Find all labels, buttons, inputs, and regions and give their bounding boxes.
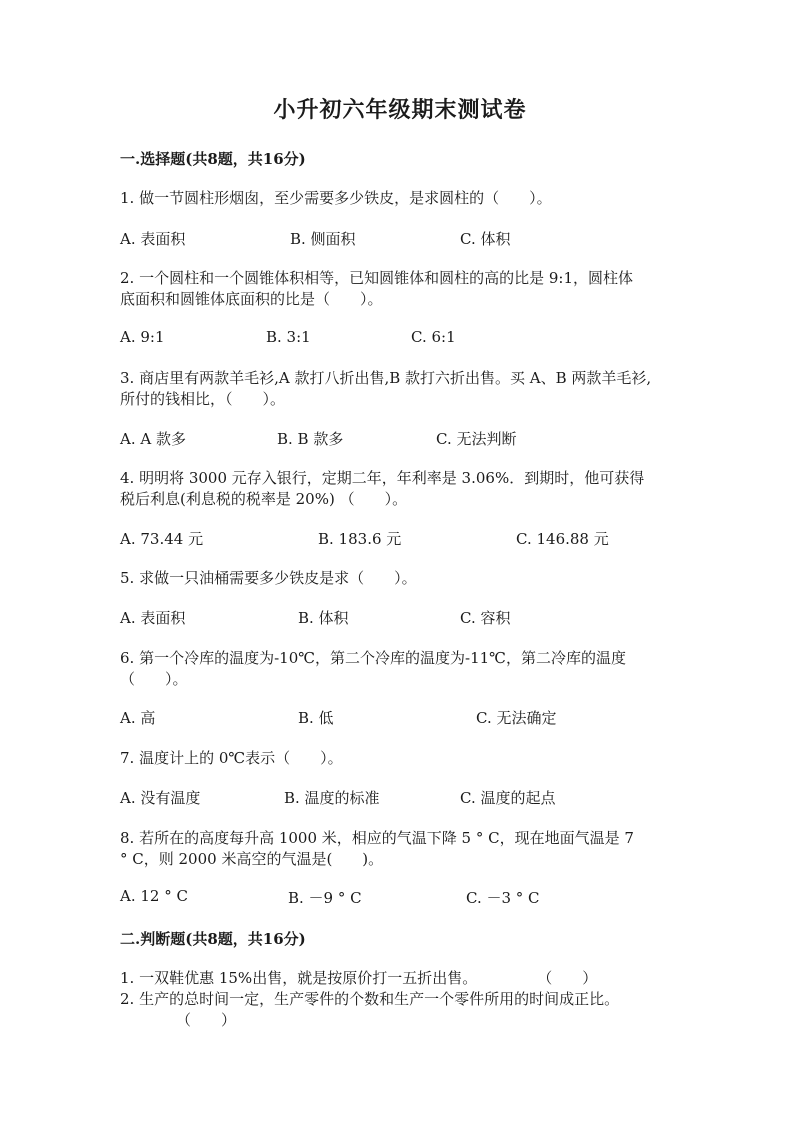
judgment-item-2: 2. 生产的总时间一定，生产零件的个数和生产一个零件所用的时间成正比。 (120, 990, 620, 1008)
question-2-option-b: B. 3:1 (266, 328, 311, 346)
question-6-text-line-1: 6. 第一个冷库的温度为-10℃，第二个冷库的温度为-11℃，第二冷库的温度 (120, 649, 626, 667)
section-heading-choice: 一.选择题(共8题，共16分) (120, 150, 306, 168)
question-5-option-b: B. 体积 (298, 609, 349, 627)
question-3-option-c: C. 无法判断 (436, 430, 517, 448)
question-3-text-line-2: 所付的钱相比，（ ）。 (120, 390, 286, 408)
question-6-text-line-2: （ ）。 (120, 670, 188, 688)
question-3-option-b: B. B 款多 (277, 430, 344, 448)
question-1-option-b: B. 侧面积 (290, 230, 356, 248)
question-2-option-c: C. 6:1 (411, 328, 456, 346)
question-4-option-c: C. 146.88 元 (516, 530, 609, 548)
question-3-text-line-1: 3. 商店里有两款羊毛衫,A 款打八折出售,B 款打六折出售。买 A、B 两款羊毛衫, (120, 369, 652, 387)
judgment-item-2-answer-blank: （ ） (176, 1011, 237, 1029)
question-8-option-a: A. 12 ° C (120, 887, 188, 905)
question-3-option-a: A. A 款多 (120, 430, 186, 448)
question-1-option-a: A. 表面积 (120, 230, 186, 248)
question-4-option-b: B. 183.6 元 (318, 530, 402, 548)
question-5-option-c: C. 容积 (460, 609, 511, 627)
question-8-option-b: B. －9 ° C (288, 889, 362, 907)
question-8-text-line-1: 8. 若所在的高度每升高 1000 米，相应的气温下降 5 ° C，现在地面气温是 7 (120, 829, 634, 847)
question-5-text: 5. 求做一只油桶需要多少铁皮是求（ ）。 (120, 569, 417, 587)
question-1-option-c: C. 体积 (460, 230, 511, 248)
question-7-option-c: C. 温度的起点 (460, 789, 556, 807)
question-6-option-b: B. 低 (298, 709, 334, 727)
question-7-option-b: B. 温度的标准 (284, 789, 380, 807)
question-2-text-line-2: 底面积和圆锥体底面积的比是（ ）。 (120, 290, 383, 308)
question-1-text: 1. 做一节圆柱形烟囱，至少需要多少铁皮，是求圆柱的（ ）。 (120, 189, 552, 207)
question-7-text: 7. 温度计上的 0℃表示（ ）。 (120, 749, 343, 767)
judgment-item-1: 1. 一双鞋优惠 15%出售，就是按原价打一五折出售。 （ ） (120, 969, 598, 987)
question-2-text-line-1: 2. 一个圆柱和一个圆锥体积相等，已知圆锥体和圆柱的高的比是 9:1，圆柱体 (120, 269, 633, 287)
question-4-text-line-2: 税后利息(利息税的税率是 20%) （ ）。 (120, 490, 408, 508)
question-4-option-a: A. 73.44 元 (120, 530, 204, 548)
question-8-option-c: C. －3 ° C (466, 889, 540, 907)
section-heading-judgment: 二.判断题(共8题，共16分) (120, 930, 306, 948)
question-7-option-a: A. 没有温度 (120, 789, 201, 807)
page-title: 小升初六年级期末测试卷 (273, 97, 527, 123)
question-6-option-c: C. 无法确定 (476, 709, 557, 727)
question-2-option-a: A. 9:1 (120, 328, 165, 346)
question-5-option-a: A. 表面积 (120, 609, 186, 627)
question-4-text-line-1: 4. 明明将 3000 元存入银行，定期二年，年利率是 3.06%．到期时，他可获得 (120, 469, 645, 487)
question-6-option-a: A. 高 (120, 709, 156, 727)
question-8-text-line-2: ° C，则 2000 米高空的气温是( )。 (120, 850, 384, 868)
